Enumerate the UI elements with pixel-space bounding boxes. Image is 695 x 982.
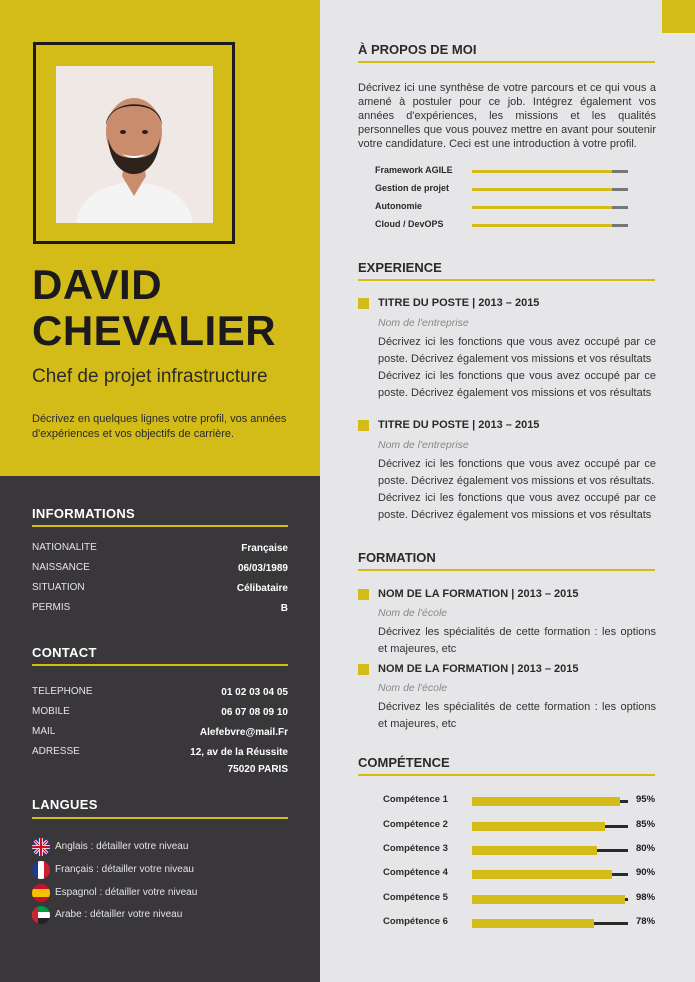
competence-label: Compétence 2 bbox=[383, 819, 448, 830]
contact-label: MAIL bbox=[32, 726, 56, 737]
contact-underline bbox=[32, 664, 288, 666]
competence-percent: 80% bbox=[636, 843, 656, 854]
person-portrait-icon bbox=[56, 66, 213, 223]
competence-bar-fill bbox=[472, 797, 620, 806]
contact-label: TELEPHONE bbox=[32, 686, 93, 697]
competence-percent: 90% bbox=[636, 867, 656, 878]
language-text: Arabe : détailler votre niveau bbox=[55, 909, 183, 920]
formation-description: Décrivez les spécialités de cette formation : les options et majeures, etc bbox=[378, 626, 656, 655]
info-value: Française bbox=[241, 543, 288, 554]
competence-underline bbox=[358, 774, 655, 776]
skill-bar bbox=[472, 170, 628, 173]
info-label: PERMIS bbox=[32, 602, 71, 613]
formation-title: NOM DE LA FORMATION | 2013 – 2015 bbox=[378, 663, 579, 675]
skill-bar-fill bbox=[472, 170, 612, 173]
formation-title: NOM DE LA FORMATION | 2013 – 2015 bbox=[378, 588, 579, 600]
competence-bar bbox=[472, 849, 628, 852]
last-name: CHEVALIER bbox=[32, 307, 277, 354]
experience-heading: EXPERIENCE bbox=[358, 260, 442, 275]
job-title: Chef de projet infrastructure bbox=[32, 366, 268, 387]
skill-label: Framework AGILE bbox=[375, 165, 453, 175]
competence-percent: 85% bbox=[636, 819, 656, 830]
uae-flag-icon bbox=[32, 906, 50, 924]
contact-value bbox=[190, 744, 288, 778]
contact-label: ADRESSE bbox=[32, 746, 80, 757]
skill-bar-fill bbox=[472, 206, 612, 209]
experience-title: TITRE DU POSTE | 2013 – 2015 bbox=[378, 419, 540, 431]
address-line-2: 75020 PARIS bbox=[227, 764, 288, 775]
spain-flag-icon bbox=[32, 884, 50, 902]
skill-label: Autonomie bbox=[375, 201, 422, 211]
contact-value: 01 02 03 04 05 bbox=[221, 687, 288, 698]
skill-bar-fill bbox=[472, 224, 612, 227]
formation-description: Décrivez les spécialités de cette formation : les options et majeures, etc bbox=[378, 701, 656, 730]
experience-description: Décrivez ici les fonctions que vous avez occupé par ce poste. Décrivez également vos missions et vos résultats. bbox=[378, 458, 656, 487]
competence-bar bbox=[472, 873, 628, 876]
experience-underline bbox=[358, 279, 655, 281]
address-line-1: 12, av de la Réussite bbox=[190, 747, 288, 758]
contact-label: MOBILE bbox=[32, 706, 70, 717]
skill-bar bbox=[472, 206, 628, 209]
photo-frame bbox=[33, 42, 235, 244]
bullet-square bbox=[358, 589, 369, 600]
competence-heading: COMPÉTENCE bbox=[358, 755, 450, 770]
competence-label: Compétence 5 bbox=[383, 892, 448, 903]
bullet-square bbox=[358, 420, 369, 431]
about-underline bbox=[358, 61, 655, 63]
experience-title: TITRE DU POSTE | 2013 – 2015 bbox=[378, 297, 540, 309]
competence-bar bbox=[472, 800, 628, 803]
uk-flag-icon bbox=[32, 838, 50, 856]
formation-underline bbox=[358, 569, 655, 571]
skill-label: Gestion de projet bbox=[375, 183, 450, 193]
competence-percent: 98% bbox=[636, 892, 656, 903]
corner-accent bbox=[662, 0, 695, 33]
competence-bar-fill bbox=[472, 870, 612, 879]
language-text: Espagnol : détailler votre niveau bbox=[55, 887, 198, 898]
formation-school: Nom de l'école bbox=[378, 682, 448, 694]
info-label: NAISSANCE bbox=[32, 562, 90, 573]
competence-bar bbox=[472, 898, 628, 901]
contact-heading: CONTACT bbox=[32, 645, 97, 660]
competence-percent: 78% bbox=[636, 916, 656, 927]
informations-underline bbox=[32, 525, 288, 527]
competence-bar bbox=[472, 922, 628, 925]
about-heading: À PROPOS DE MOI bbox=[358, 42, 477, 57]
france-flag-icon bbox=[32, 861, 50, 879]
skill-label: Cloud / DevOPS bbox=[375, 219, 444, 229]
competence-label: Compétence 4 bbox=[383, 867, 448, 878]
first-name: DAVID bbox=[32, 261, 163, 308]
langues-heading: LANGUES bbox=[32, 797, 98, 812]
language-text: Français : détailler votre niveau bbox=[55, 864, 194, 875]
informations-heading: INFORMATIONS bbox=[32, 506, 136, 521]
experience-company: Nom de l'entreprise bbox=[378, 439, 469, 451]
competence-percent: 95% bbox=[636, 794, 656, 805]
bullet-square bbox=[358, 664, 369, 675]
competence-bar-fill bbox=[472, 846, 597, 855]
competence-label: Compétence 1 bbox=[383, 794, 448, 805]
bullet-square bbox=[358, 298, 369, 309]
info-value: B bbox=[280, 603, 288, 614]
competence-bar-fill bbox=[472, 919, 594, 928]
skill-bar bbox=[472, 188, 628, 191]
info-value: 06/03/1989 bbox=[237, 563, 288, 574]
experience-description: Décrivez ici les fonctions que vous avez occupé par ce poste. Décrivez également vos missions et vos résultats bbox=[378, 370, 656, 399]
about-text: Décrivez ici une synthèse de votre parcours et ce qui vous a amené à postuler pour ce job. Intégrez également vos années d'expériences, les missions et les qualités personnelles que vous pouvez mettre en avant pour soutenir votre candidature. Ceci est une introduction à votre profil. bbox=[358, 82, 656, 150]
profile-photo bbox=[56, 66, 213, 223]
competence-bar bbox=[472, 825, 628, 828]
language-text: Anglais : détailler votre niveau bbox=[55, 841, 189, 852]
competence-bar-fill bbox=[472, 895, 625, 904]
experience-company: Nom de l'entreprise bbox=[378, 317, 469, 329]
profile-summary: Décrivez en quelques lignes votre profil, vos années d'expériences et vos objectifs de carrière. bbox=[32, 413, 287, 440]
info-value: Célibataire bbox=[236, 583, 288, 594]
experience-description: Décrivez ici les fonctions que vous avez occupé par ce poste. Décrivez également vos missions et vos résultats bbox=[378, 336, 656, 365]
experience-description: Décrivez ici les fonctions que vous avez occupé par ce poste. Décrivez également vos missions et vos résultats bbox=[378, 492, 656, 521]
competence-label: Compétence 6 bbox=[383, 916, 448, 927]
competence-bar-fill bbox=[472, 822, 605, 831]
contact-value: 06 07 08 09 10 bbox=[221, 707, 288, 718]
candidate-name bbox=[32, 262, 276, 354]
competence-label: Compétence 3 bbox=[383, 843, 448, 854]
skill-bar-fill bbox=[472, 188, 612, 191]
info-label: SITUATION bbox=[32, 582, 85, 593]
skill-bar bbox=[472, 224, 628, 227]
formation-school: Nom de l'école bbox=[378, 607, 448, 619]
formation-heading: FORMATION bbox=[358, 550, 436, 565]
info-label: NATIONALITE bbox=[32, 542, 97, 553]
langues-underline bbox=[32, 817, 288, 819]
email-link[interactable]: Alefebvre@mail.Fr bbox=[199, 727, 288, 738]
